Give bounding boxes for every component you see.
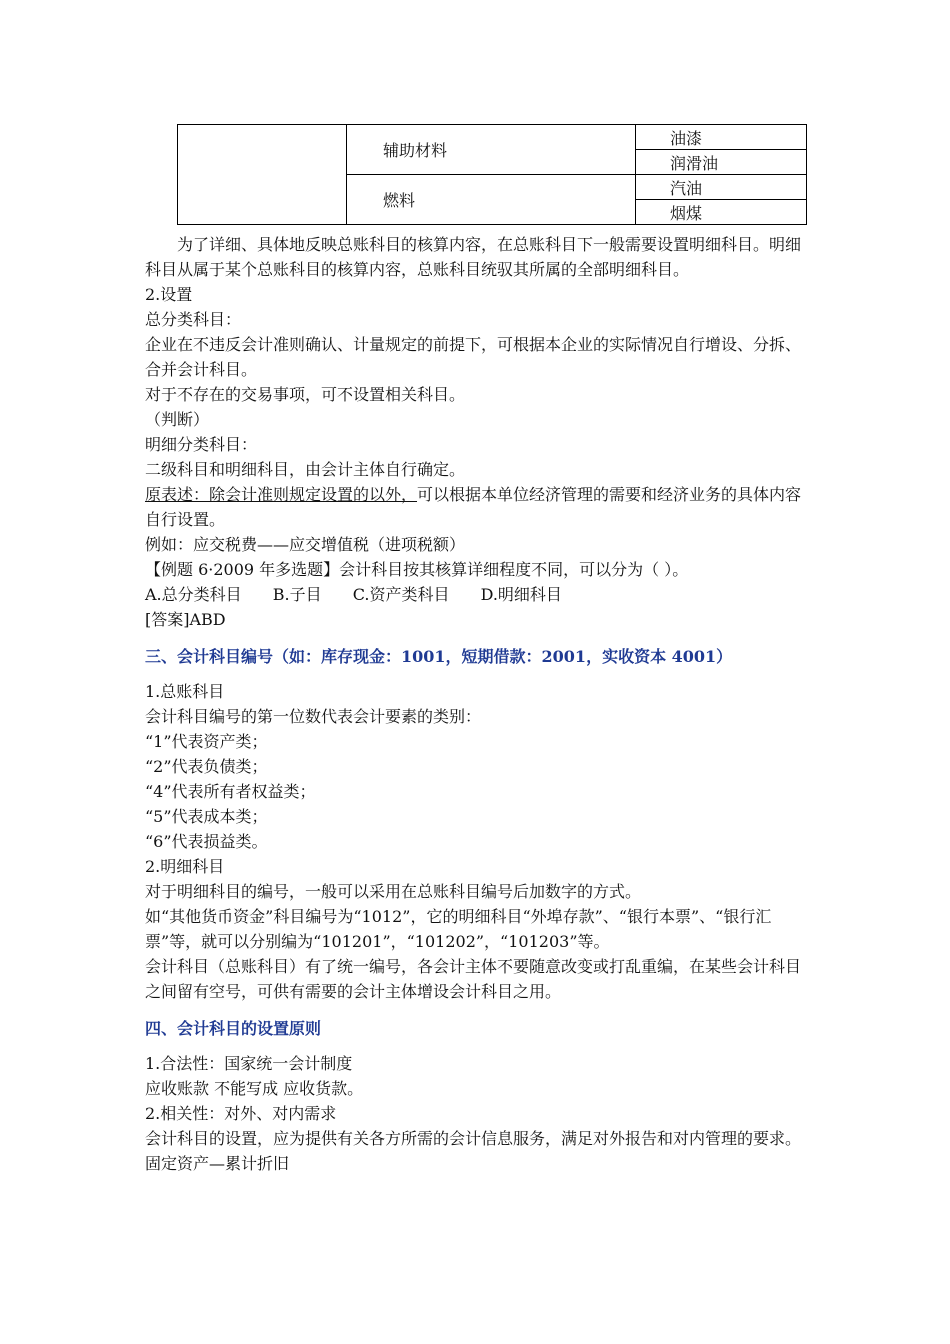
answer-text: [答案]ABD [145, 610, 226, 629]
section4-p5: 固定资产—累计折旧 [145, 1154, 290, 1173]
code-item: “2”代表负债类； [145, 757, 268, 776]
code-item: “1”代表资产类； [145, 732, 268, 751]
detail-title: 明细分类科目： [145, 435, 258, 454]
general-text: 企业在不违反会计准则确认、计量规定的前提下，可根据本企业的实际情况自行增设、分拆、合并会计科目。 [145, 335, 802, 379]
section4-p4: 会计科目的设置，应为提供有关各方所需的会计信息服务，满足对外报告和对内管理的要求。 [145, 1129, 802, 1148]
table-cell-item: 润滑油 [636, 150, 807, 175]
section3-line3: 如“其他货币资金”科目编号为“1012”，它的明细科目“外埠存款”、“银行本票”、“银行汇票”等，就可以分别编为“101201”，“101202”，“101203”等。 [145, 907, 772, 951]
original-label: 原表述：除会计准则规定设置的以外， [145, 485, 418, 504]
code-item: “5”代表成本类； [145, 807, 268, 826]
judge-text: （判断） [145, 410, 210, 429]
detail-text: 二级科目和明细科目，由会计主体自行确定。 [145, 460, 466, 479]
original-statement [145, 482, 810, 532]
option-a: A.总分类科目 [145, 585, 242, 604]
option-d: D.明细科目 [480, 585, 562, 604]
intro-paragraph: 为了详细、具体地反映总账科目的核算内容，在总账科目下一般需要设置明细科目。明细科目从属于某个总账科目的核算内容，总账科目统驭其所属的全部明细科目。 [145, 235, 802, 279]
section4-p3: 2.相关性：对外、对内需求 [145, 1104, 337, 1123]
section4-p1: 1.合法性：国家统一会计制度 [145, 1054, 353, 1073]
general-title: 总分类科目： [145, 310, 242, 329]
account-table [177, 124, 807, 225]
table-row [178, 125, 807, 150]
section3-line2: 对于明细科目的编号，一般可以采用在总账科目编号后加数字的方式。 [145, 882, 642, 901]
option-c: C.资产类科目 [352, 585, 450, 604]
section3-heading: 三、会计科目编号（如：库存现金：1001，短期借款：2001，实收资本 4001） [145, 647, 733, 666]
section3-sub2: 2.明细科目 [145, 857, 225, 876]
section3-line1: 会计科目编号的第一位数代表会计要素的类别： [145, 707, 482, 726]
document-body [145, 232, 810, 1176]
code-item: “4”代表所有者权益类； [145, 782, 316, 801]
table-cell-empty [178, 125, 347, 225]
example-text: 例如：应交税费——应交增值税（进项税额） [145, 535, 466, 554]
table-cell-item: 油漆 [636, 125, 807, 150]
table-cell-item: 汽油 [636, 175, 807, 200]
section4-heading: 四、会计科目的设置原则 [145, 1019, 322, 1038]
option-b: B.子目 [272, 585, 322, 604]
section4-p2: 应收账款 不能写成 应收货款。 [145, 1079, 364, 1098]
table-cell-group: 辅助材料 [347, 125, 636, 175]
table-cell-group: 燃料 [347, 175, 636, 225]
question-text: 【例题 6·2009 年多选题】会计科目按其核算详细程度不同，可以分为（ ）。 [145, 560, 689, 579]
original-rest: 可以根据本单位经济管理的需要和经济业务的具体内容自行设置。 [145, 485, 802, 529]
section3-line4: 会计科目（总账科目）有了统一编号，各会计主体不要随意改变或打乱重编，在某些会计科目之间留有空号，可供有需要的会计主体增设会计科目之用。 [145, 957, 802, 1001]
no-trade-text: 对于不存在的交易事项，可不设置相关科目。 [145, 385, 466, 404]
setup-title: 2.设置 [145, 285, 193, 304]
code-item: “6”代表损益类。 [145, 832, 268, 851]
section3-sub1: 1.总账科目 [145, 682, 225, 701]
table-cell-item: 烟煤 [636, 200, 807, 225]
options-line [145, 582, 810, 607]
